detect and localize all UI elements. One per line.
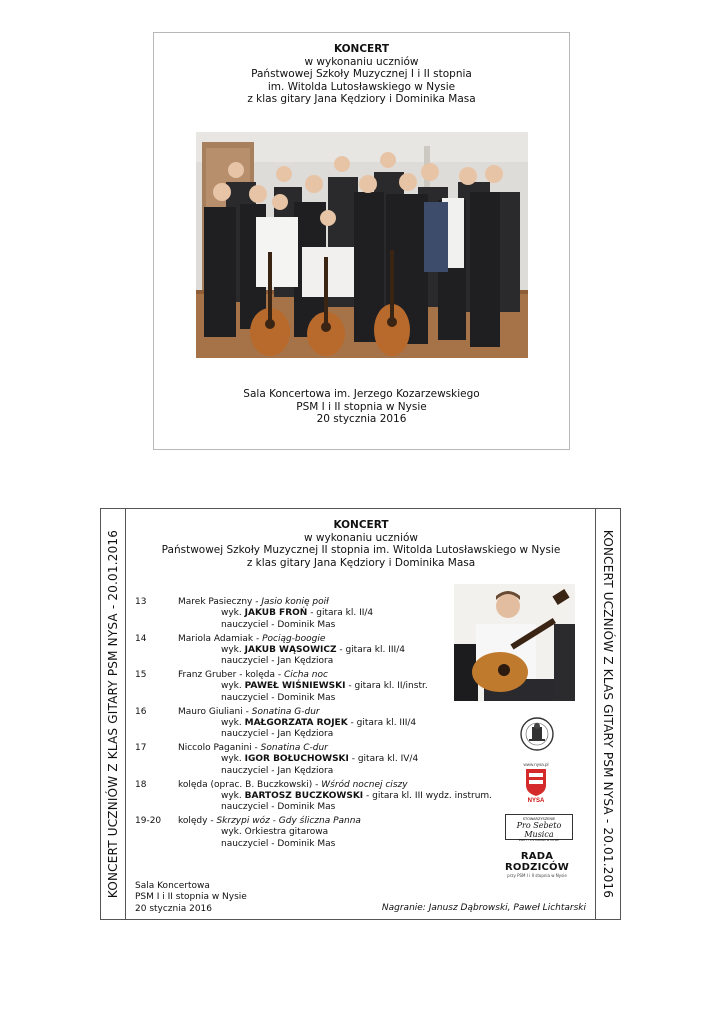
venue-line: 20 stycznia 2016 xyxy=(135,903,213,914)
back-line: w wykonaniu uczniów xyxy=(303,531,419,544)
front-line: im. Witolda Lutosławskiego w Nysie xyxy=(267,80,456,93)
venue-line: Sala Koncertowa im. Jerzego Kozarzewskiego xyxy=(243,388,480,400)
item-teacher: nauczyciel - Dominik Mas xyxy=(221,692,336,703)
front-cover xyxy=(153,32,570,450)
item-piece-line: Franz Gruber - kolęda - Cicha noc xyxy=(178,670,328,680)
prosebus-name: Pro Sebeto Musica xyxy=(516,821,562,839)
program-item xyxy=(135,816,465,853)
nysa-url: www.nysa.pl xyxy=(523,762,549,767)
item-number: 18 xyxy=(135,779,147,790)
item-performer-line: wyk. IGOR BOŁUCHOWSKI - gitara kl. IV/4 xyxy=(221,754,419,765)
front-venue xyxy=(154,388,569,426)
front-title: KONCERT xyxy=(333,43,390,55)
item-performer-line: wyk. MAŁGORZATA ROJEK - gitara kl. III/4 xyxy=(221,717,417,728)
program-item xyxy=(135,597,465,634)
item-teacher: nauczyciel - Jan Kędziora xyxy=(221,729,334,740)
item-performer-line: wyk. PAWEŁ WIŚNIEWSKI - gitara kl. II/instr. xyxy=(221,681,428,692)
spine-text: KONCERT UCZNIÓW Z KLAS GITARY PSM NYSA - 20.01.2016 xyxy=(601,529,615,899)
school-emblem-logo xyxy=(519,716,555,752)
back-line: z klas gitary Jana Kędziory i Dominika Masa xyxy=(246,556,476,569)
back-line: Państwowej Szkoły Muzycznej II stopnia im. Witolda Lutosławskiego w Nysie xyxy=(161,544,561,556)
back-venue xyxy=(135,881,247,915)
rada-name: RADA RODZICÓW xyxy=(505,851,569,873)
spine-text: KONCERT UCZNIÓW Z KLAS GITARY PSM NYSA - 20.01.2016 xyxy=(106,529,120,899)
item-teacher: nauczyciel - Dominik Mas xyxy=(221,838,336,849)
back-title: KONCERT xyxy=(333,519,389,531)
venue-line: PSM I i II stopnia w Nysie xyxy=(135,892,247,903)
nysa-name: NYSA xyxy=(527,798,545,803)
front-line: z klas gitary Jana Kędziory i Dominika Masa xyxy=(247,93,476,105)
item-piece-line: Mauro Giuliani - Sonatina G-dur xyxy=(178,706,320,717)
item-performer-line: wyk. BARTOSZ BUCZKOWSKI - gitara kl. III wydz. instrum. xyxy=(221,790,493,801)
item-number: 13 xyxy=(135,597,147,607)
back-title-block xyxy=(126,519,596,569)
item-performer-line: wyk. JAKUB WĄSOWICZ - gitara kl. III/4 xyxy=(221,644,405,655)
item-number: 17 xyxy=(135,743,147,753)
soloist-photo xyxy=(454,584,575,701)
front-line: w wykonaniu uczniów xyxy=(304,55,419,68)
item-number: 19-20 xyxy=(135,816,162,826)
program-item xyxy=(135,743,465,780)
item-number: 15 xyxy=(135,670,147,680)
venue-line: PSM I i II stopnia w Nysie xyxy=(296,400,427,413)
program-item xyxy=(135,670,465,707)
item-piece-line: Mariola Adamiak - Pociąg-boogie xyxy=(178,633,326,644)
item-piece-line: kolęda (oprac. B. Buczkowski) - Wśród nocnej ciszy xyxy=(178,779,408,790)
item-piece-line: kolędy - Skrzypi wóz - Gdy śliczna Panna xyxy=(178,816,361,826)
item-performer-line: wyk. JAKUB FROŃ - gitara kl. II/4 xyxy=(221,608,374,619)
front-title-block xyxy=(154,43,569,106)
rada-rodzicow-logo xyxy=(495,851,579,878)
venue-line: 20 stycznia 2016 xyxy=(316,413,407,425)
item-teacher: nauczyciel - Dominik Mas xyxy=(221,802,336,813)
recording-credit: Nagranie: Janusz Dąbrowski, Paweł Lichtarski xyxy=(381,903,586,913)
spine-left xyxy=(101,509,126,919)
venue-line: Sala Koncertowa xyxy=(135,881,210,891)
item-teacher: nauczyciel - Jan Kędziora xyxy=(221,656,334,667)
item-teacher: nauczyciel - Dominik Mas xyxy=(221,619,336,630)
item-number: 14 xyxy=(135,633,147,644)
prosebus-top: STOWARZYSZENIE xyxy=(522,817,556,821)
rada-sub: przy PSM I i II stopnia w Nysie xyxy=(507,873,567,878)
prosebus-sub: PSM I i II STOPNIA W NYSIE xyxy=(518,838,560,842)
item-piece-line: Marek Pasieczny - Jasio konię poił xyxy=(178,597,329,607)
program-item xyxy=(135,707,465,744)
pro-sebeto-musica-logo xyxy=(505,814,573,840)
program-list xyxy=(135,597,493,853)
spine-right xyxy=(595,509,620,919)
item-performer-line: wyk. Orkiestra gitarowa xyxy=(221,827,329,838)
program-item xyxy=(135,634,465,671)
item-number: 16 xyxy=(135,706,147,717)
program-item xyxy=(135,779,493,817)
front-line: Państwowej Szkoły Muzycznej I i II stopnia xyxy=(251,68,472,80)
nysa-city-logo xyxy=(521,761,551,803)
group-photo xyxy=(196,132,528,358)
back-cover xyxy=(100,508,621,920)
item-teacher: nauczyciel - Jan Kędziora xyxy=(221,765,334,776)
item-piece-line: Niccolo Paganini - Sonatina C-dur xyxy=(178,743,328,753)
